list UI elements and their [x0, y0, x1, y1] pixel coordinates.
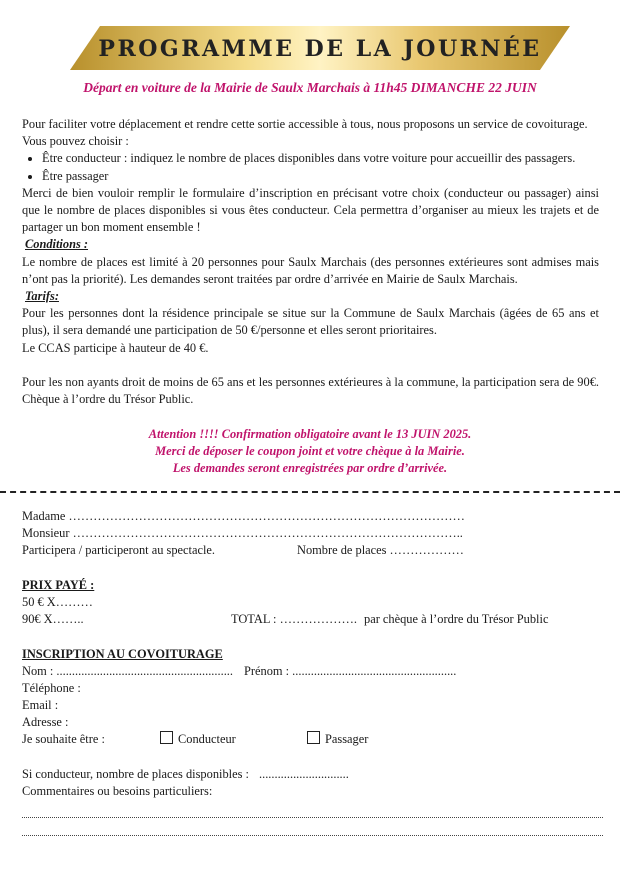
conducteur-label: Conducteur	[178, 732, 236, 747]
cut-line	[0, 491, 620, 493]
comment-line[interactable]	[22, 818, 603, 836]
attention-line-2: Merci de déposer le coupon joint et votre chèque à la Mairie.	[155, 444, 465, 458]
tarifs-text-2: Le CCAS participe à hauteur de 40 €.	[22, 340, 209, 355]
cheque-note: par chèque à l’ordre du Trésor Public	[364, 612, 549, 627]
intro-paragraph: Pour faciliter votre déplacement et rendre cette sortie accessible à tous, nous proposons un service de covoiturage.	[22, 117, 588, 131]
covoiturage-title: INSCRIPTION AU COVOITURAGE	[22, 646, 223, 661]
page-title: PROGRAMME DE LA JOURNÉE	[98, 36, 542, 62]
conditions-text: Le nombre de places est limité à 20 personnes pour Saulx Marchais (des personnes extérieures sont admises mais n’ont pas la priorité). Les demandes seront traitées par ordre d’arrivée en Mairie de Saulx Marchais.	[22, 254, 599, 286]
madame-field[interactable]: Madame ……………………………………………………………………………………	[22, 509, 465, 523]
price-90-field[interactable]: 90€ X……..	[22, 612, 84, 627]
commentaires-label: Commentaires ou besoins particuliers:	[22, 784, 213, 798]
tarifs-text-3: Pour les non ayants droit de moins de 65 ans et les personnes extérieures à la commune, la participation sera de 90€. Chèque à l’ordre du Trésor Public.	[22, 374, 599, 407]
price-50-field[interactable]: 50 € X………	[22, 594, 93, 609]
registration-coupon	[22, 508, 602, 836]
souhaite-label: Je souhaite être :	[22, 732, 105, 747]
conducteur-option[interactable]	[160, 731, 236, 748]
prenom-field[interactable]: Prénom : .....................................................	[244, 663, 457, 678]
total-field[interactable]: TOTAL : ……………….	[231, 612, 358, 627]
places-dispo-label: Si conducteur, nombre de places disponibles :	[22, 766, 249, 781]
list-item: • Être conducteur : indiquez le nombre de places disponibles dans votre voiture pour accueillir des passagers.	[42, 150, 599, 167]
attention-notice	[0, 426, 620, 477]
conducteur-checkbox[interactable]	[160, 731, 173, 744]
monsieur-field[interactable]: Monsieur …………………………………………………………………………………..	[22, 526, 463, 541]
adresse-field[interactable]: Adresse :	[22, 715, 69, 730]
attention-line-1: Attention !!!! Confirmation obligatoire avant le 13 JUIN 2025.	[148, 427, 472, 441]
departure-subtitle: Départ en voiture de la Mairie de Saulx Marchais à 11h45 DIMANCHE 22 JUIN	[83, 80, 537, 95]
instructions-paragraph: Merci de bien vouloir remplir le formulaire d’inscription en précisant votre choix (conducteur ou passager) ainsi que le nombre de places disponibles si vous êtes conducteur. Cela permettra d’organiser au mieux les trajets et de partager un bon moment ensemble !	[22, 185, 599, 235]
conditions-heading: Conditions :	[25, 237, 89, 252]
email-field[interactable]: Email :	[22, 698, 59, 713]
places-dispo-field[interactable]: .............................	[259, 766, 349, 781]
intro-choice: Vous pouvez choisir :	[22, 134, 129, 149]
list-item: • Être passager	[42, 168, 599, 185]
places-count-field[interactable]: Nombre de places ………………	[297, 543, 464, 558]
main-text	[22, 116, 599, 408]
tarifs-heading: Tarifs:	[25, 289, 59, 304]
prix-title: PRIX PAYÉ :	[22, 577, 95, 592]
comment-line[interactable]	[22, 800, 603, 818]
attention-line-3: Les demandes seront enregistrées par ordre d’arrivée.	[172, 461, 448, 475]
choice-list	[22, 150, 599, 184]
telephone-field[interactable]: Téléphone :	[22, 680, 81, 695]
nom-field[interactable]: Nom : .........................................................	[22, 663, 233, 678]
participation-label: Participera / participeront au spectacle.	[22, 543, 215, 558]
tarifs-text-1: Pour les personnes dont la résidence principale se situe sur la Commune de Saulx Marchais (âgées de 65 ans et plus), il sera demandé une participation de 50 €/personne et elles seront prioritaires.	[22, 306, 599, 338]
passager-option[interactable]	[307, 731, 368, 748]
passager-checkbox[interactable]	[307, 731, 320, 744]
passager-label: Passager	[325, 732, 369, 747]
